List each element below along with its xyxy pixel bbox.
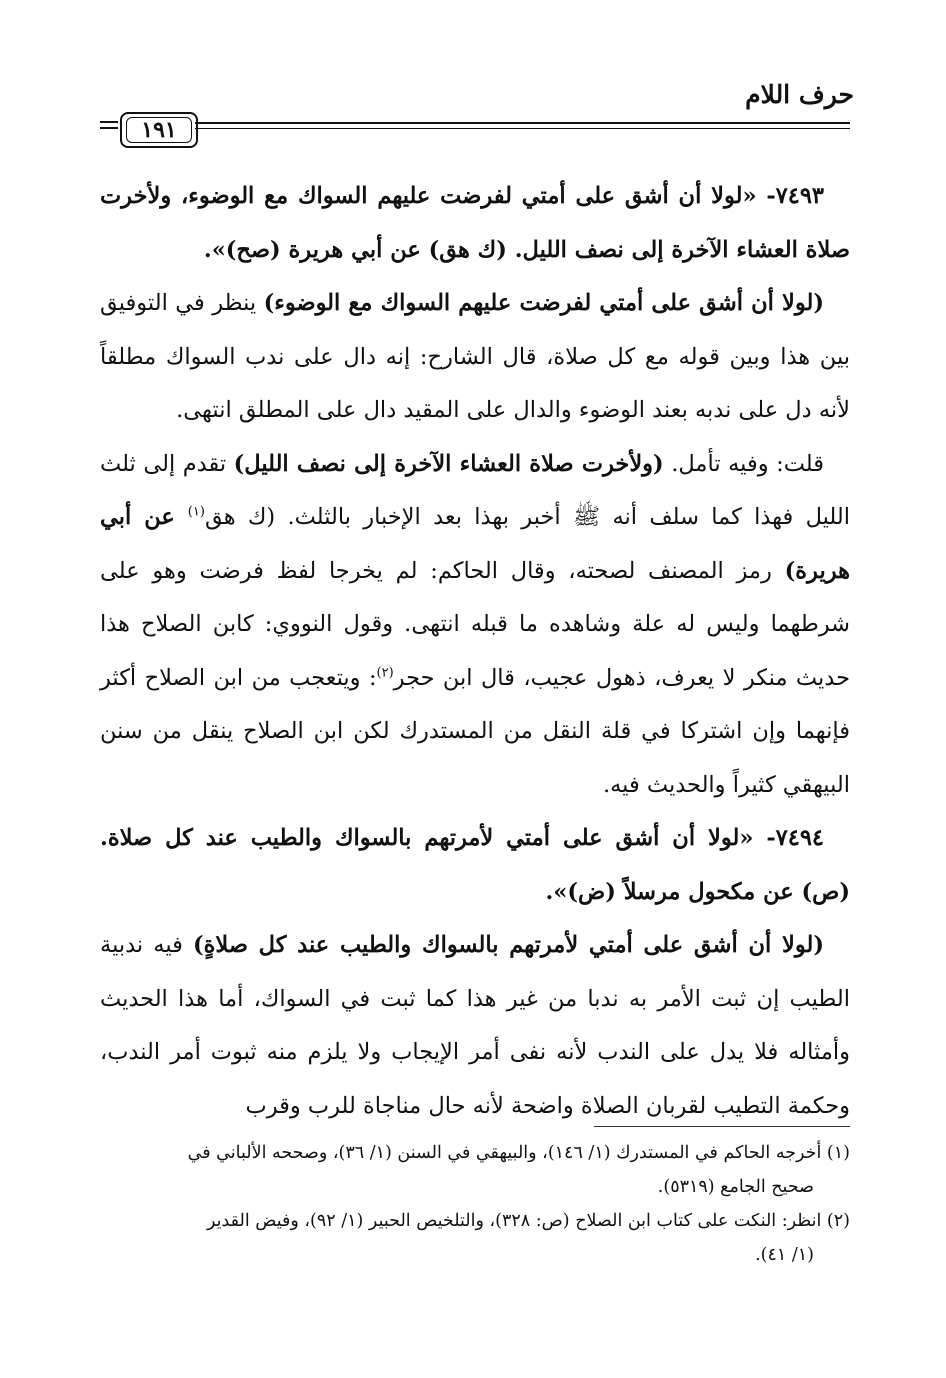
footnote-ref-2[interactable]: (٢) xyxy=(376,665,394,680)
commentary-text: ينظر في التوفيق بين هذا وبين قوله مع كل صلاة، قال الشارح: إنه دال على ندب السواك مطلقاً لأنه دل على ندبه بعند الوضوء والدال على المقيد دال على المطلق انتهى. xyxy=(100,290,850,423)
commentary-text: رمز المصنف لصحته، وقال الحاكم: لم يخرجا لفظ فرضت وهو على شرطهما وليس له علة وشاهده ما قبله انتهى. وقول النووي: كابن الصلاح هذا حديث منكر لا يعرف، ذهول عجيب، قال ابن حجر xyxy=(100,557,850,691)
page-number-frame xyxy=(100,112,196,150)
commentary-text: : ويتعجب من ابن الصلاح أكثر فإنهما وإن اشتركا في قلة النقل من المستدرك لكن ابن الصلاح ينقل من سنن البيهقي كثيراً والحديث فيه. xyxy=(100,664,850,798)
page-number: ١٩١ xyxy=(126,117,192,143)
header-rule-end xyxy=(100,121,118,129)
hadith-7494-text: «لولا أن أشق على أمتي لأمرتهم بالسواك والطيب عند كل صلاة. (ص) عن مكحول مرسلاً (ض)». xyxy=(100,825,850,905)
main-text xyxy=(100,170,850,1133)
commentary-text: قلت: وفيه تأمل. xyxy=(663,450,824,477)
quoted-phrase: (لولا أن أشق على أمتي لفرضت عليهم السواك مع الوضوء) xyxy=(263,290,825,316)
footnote-rule xyxy=(594,1126,850,1127)
commentary-paragraph-3 xyxy=(100,919,850,1133)
footnote-2-line-2: (١/ ٤١). xyxy=(755,1245,814,1265)
hadith-7494-number: ٧٤٩٤- xyxy=(753,825,825,851)
commentary-paragraph-1 xyxy=(100,277,850,438)
header-rule xyxy=(195,122,850,129)
page-number-box xyxy=(120,112,198,148)
hadith-7493 xyxy=(100,170,850,277)
hadith-7493-text: «لولا أن أشق على أمتي لفرضت عليهم السواك مع الوضوء، ولأخرت صلاة العشاء الآخرة إلى نصف الليل. (ك هق) عن أبي هريرة (صح)». xyxy=(100,183,850,263)
quoted-phrase: (ولأخرت صلاة العشاء الآخرة إلى نصف الليل) xyxy=(233,450,664,477)
footnote-2-line-1: (٢) انظر: النكت على كتاب ابن الصلاح (ص: ٣٢٨)، والتلخيص الحبير (١/ ٩٢)، وفيض القدير xyxy=(206,1211,850,1231)
footnote-1-line-1: (١) أخرجه الحاكم في المستدرك (١/ ١٤٦)، والبيهقي في السنن (١/ ٣٦)، وصححه الألباني في xyxy=(187,1143,850,1163)
quoted-phrase: (لولا أن أشق على أمتي لأمرتهم بالسواك والطيب عند كل صلاةٍ) xyxy=(192,932,824,958)
running-title: حرف اللام xyxy=(745,80,854,109)
footnote-ref-1[interactable]: (١) xyxy=(187,504,205,520)
commentary-text: تقدم إلى ثلث الليل فهذا كما سلف أنه ﷺ أخبر بهذا بعد الإخبار بالثلث. (ك هق xyxy=(100,450,850,530)
quoted-phrase: عن أبي هريرة) xyxy=(100,504,850,584)
commentary-text: فيه ندبية الطيب إن ثبت الأمر به ندبا من غير هذا كما ثبت في السواك، أما هذا الحديث وأمثاله فلا يدل على الندب لأنه نفى أمر الإيجاب ولا يلزم منه ثبوت أمر الندب، وحكمة التطيب لقربان الصلاة واضحة لأنه حال مناجاة للرب وقرب xyxy=(100,932,850,1119)
footnote-1-line-2: صحيح الجامع (٥٣١٩). xyxy=(657,1177,814,1197)
commentary-paragraph-2 xyxy=(100,438,850,813)
hadith-7493-number: ٧٤٩٣- xyxy=(756,183,825,209)
hadith-7494 xyxy=(100,812,850,919)
footnotes xyxy=(100,1136,850,1272)
